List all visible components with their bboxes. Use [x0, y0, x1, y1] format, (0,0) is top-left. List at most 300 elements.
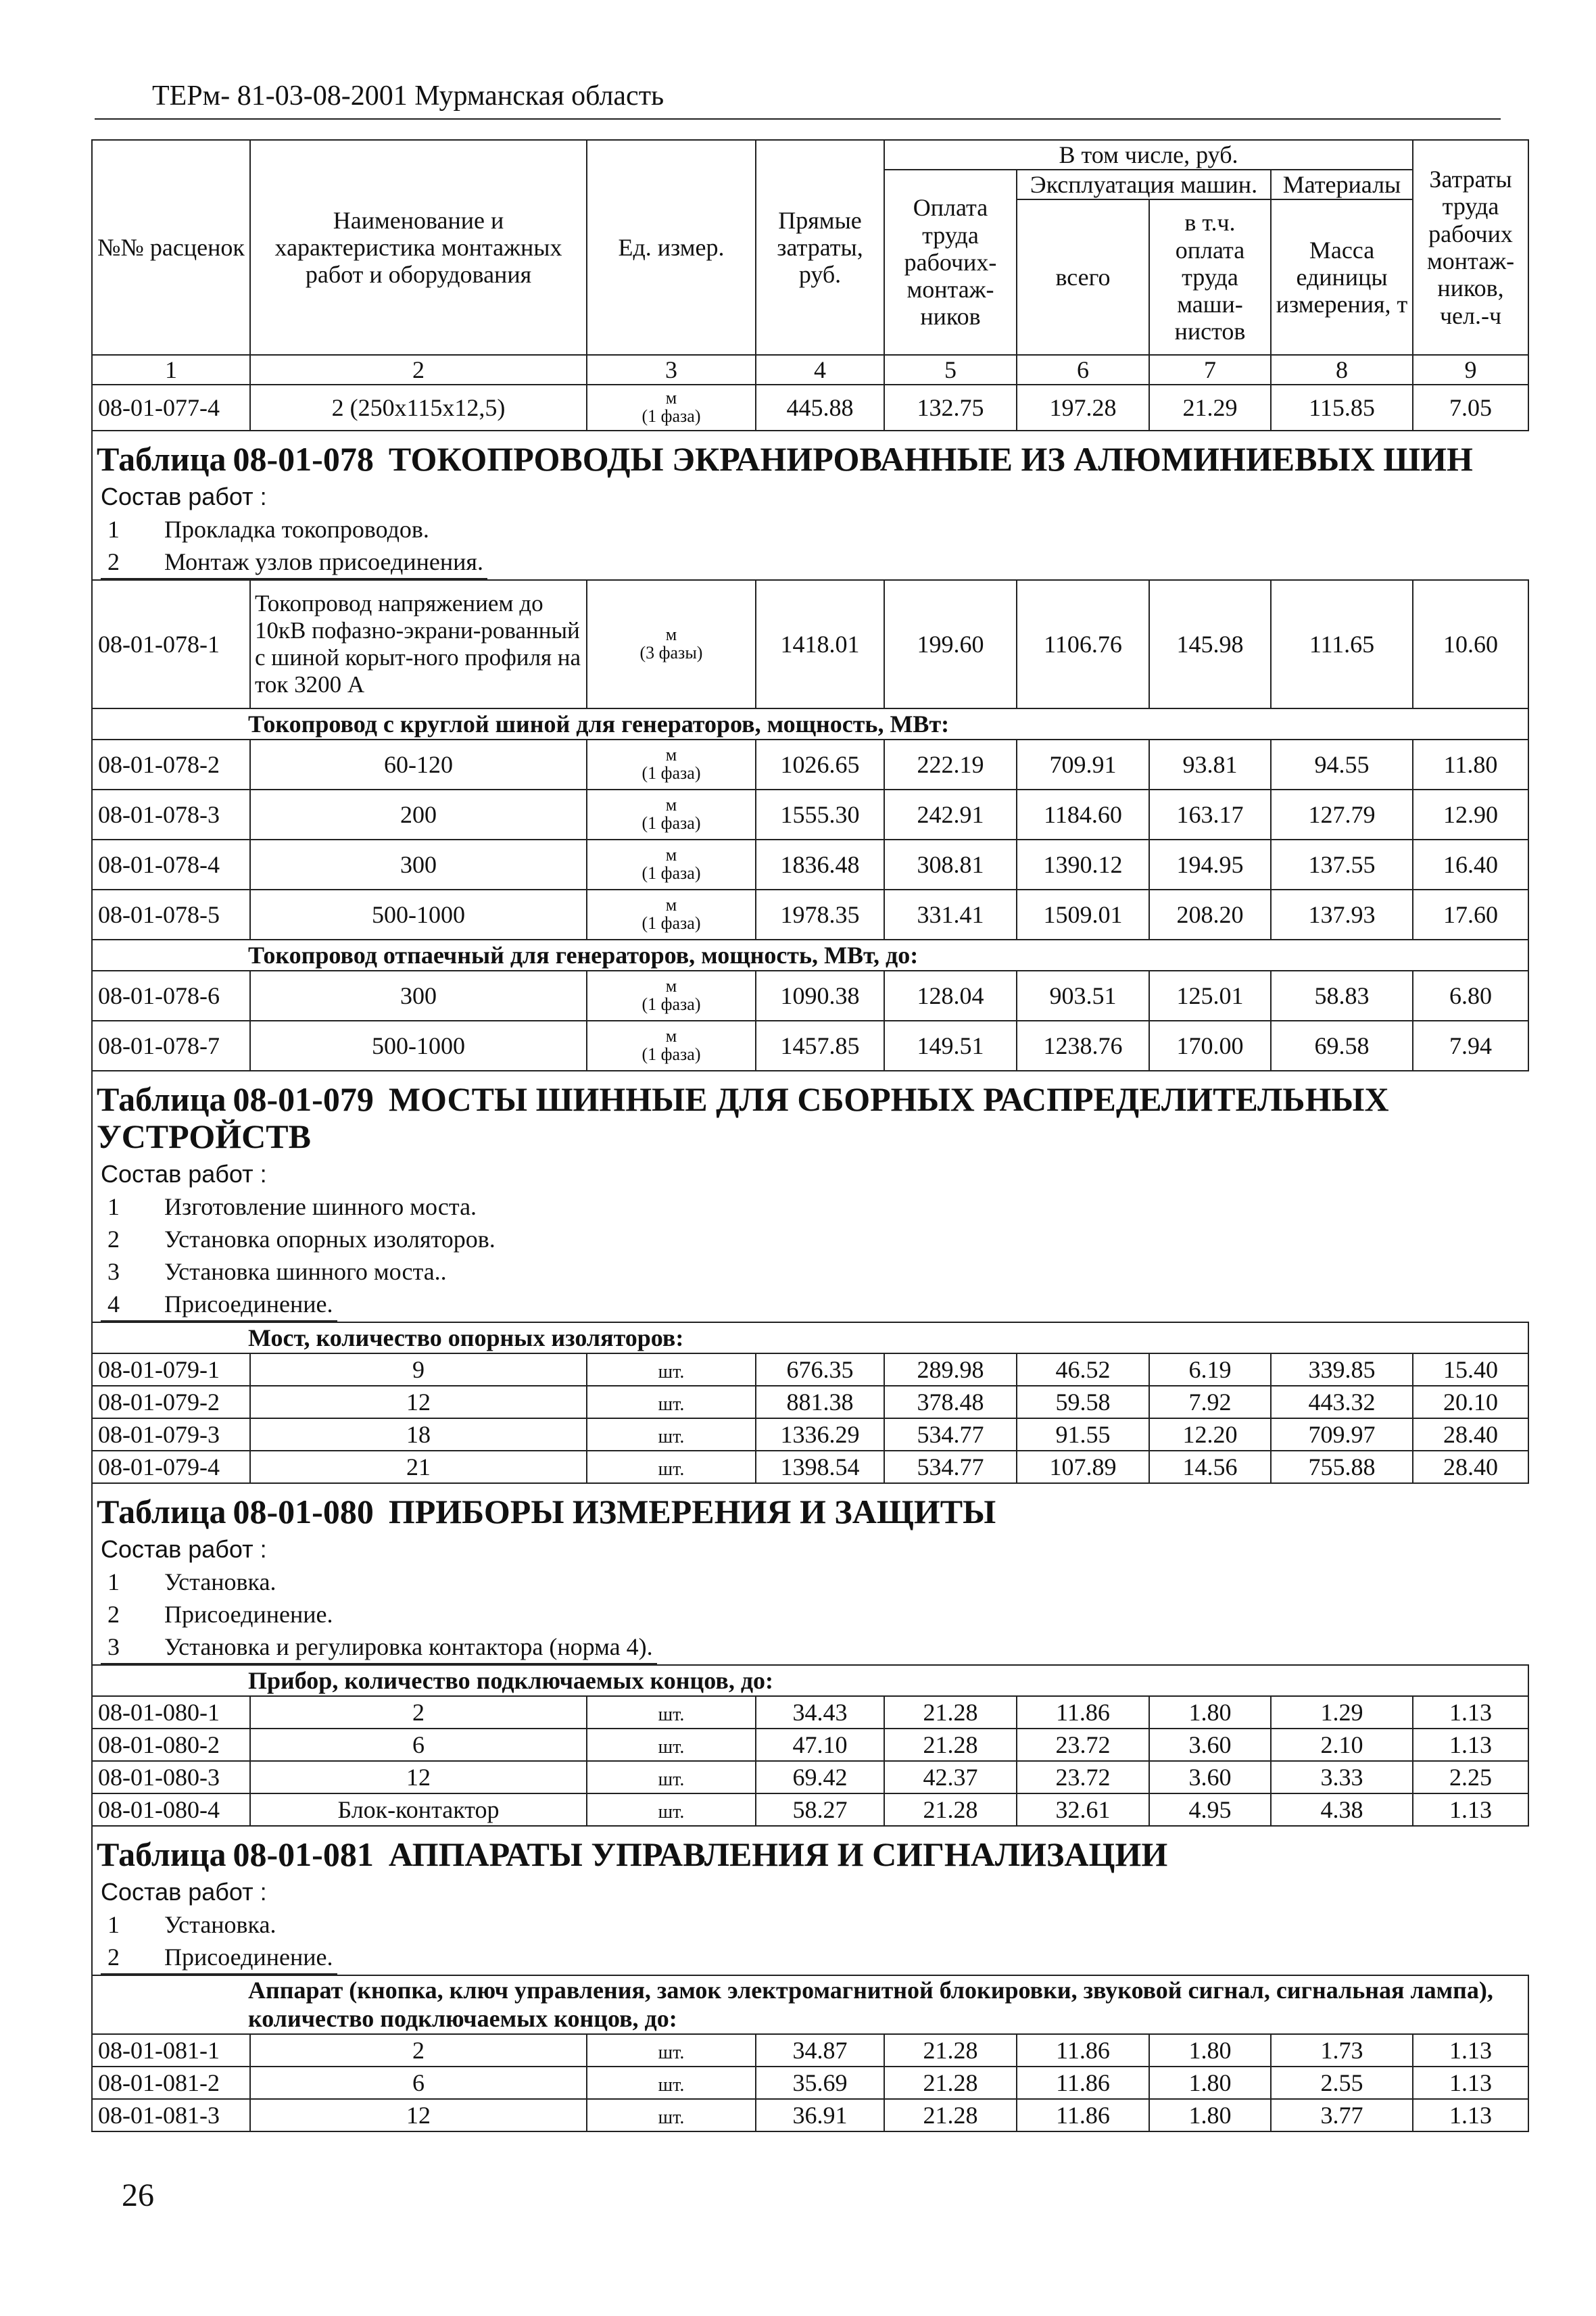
- machines-total: 23.72: [1017, 1729, 1149, 1761]
- materials-mass: 1.73: [1271, 2034, 1413, 2067]
- materials-mass: 443.32: [1271, 1386, 1413, 1418]
- materials-mass: 3.77: [1271, 2099, 1413, 2131]
- unit-cell: [587, 840, 756, 890]
- work-name: 300: [250, 840, 587, 890]
- group-heading: Токопровод отпаечный для генераторов, мощность, МВт, до:: [92, 940, 1528, 971]
- labor-cost: 2.25: [1413, 1761, 1528, 1793]
- table-row: [92, 1729, 1528, 1761]
- machines-total: 903.51: [1017, 971, 1149, 1021]
- machines-pay: 1.80: [1149, 2099, 1271, 2131]
- labor-pay: 128.04: [884, 971, 1017, 1021]
- rate-code: 08-01-080-1: [92, 1696, 250, 1729]
- rate-code: 08-01-080-4: [92, 1793, 250, 1826]
- labor-cost: 7.05: [1413, 385, 1528, 431]
- labor-pay: 534.77: [884, 1451, 1017, 1483]
- direct-cost: 47.10: [756, 1729, 884, 1761]
- column-number-row: [92, 355, 1528, 385]
- col-name-header: Наименование и характеристика монтажных работ и оборудования: [250, 140, 587, 355]
- work-name: 6: [250, 1729, 587, 1761]
- rates-table: [91, 579, 1529, 1071]
- unit-cell: [587, 740, 756, 790]
- work-step-number: 4: [107, 1290, 120, 1318]
- work-step: [101, 546, 487, 579]
- labor-cost: 1.13: [1413, 2034, 1528, 2067]
- unit-text: м: [665, 845, 677, 865]
- unit-text: м: [665, 388, 677, 408]
- machines-total: 1390.12: [1017, 840, 1149, 890]
- labor-cost: 1.13: [1413, 1696, 1528, 1729]
- work-name: 2 (250x115x12,5): [250, 385, 587, 431]
- work-name: 500-1000: [250, 1021, 587, 1071]
- rates-table: [91, 1664, 1529, 1827]
- unit-text: шт.: [658, 2042, 685, 2063]
- machines-total: 197.28: [1017, 385, 1149, 431]
- table-row: [92, 1386, 1528, 1418]
- work-step-number: 1: [107, 1568, 120, 1595]
- col-labor-cost-header: Затраты труда рабочих монтаж-ников, чел.-ч: [1413, 140, 1528, 355]
- machines-pay: 14.56: [1149, 1451, 1271, 1483]
- group-heading: Прибор, количество подключаемых концов, до:: [92, 1665, 1528, 1696]
- materials-mass: 709.97: [1271, 1418, 1413, 1451]
- table-label: Таблица: [97, 440, 226, 478]
- work-composition: [91, 1533, 1528, 1664]
- rate-code: 08-01-079-4: [92, 1451, 250, 1483]
- work-step-number: 3: [107, 1633, 120, 1660]
- table-row: [92, 740, 1528, 790]
- work-composition-label: Состав работ :: [101, 1878, 267, 1906]
- materials-mass: 111.65: [1271, 580, 1413, 708]
- unit-cell: [587, 2099, 756, 2131]
- unit-phase: (1 фаза): [642, 994, 701, 1015]
- unit-cell: [587, 580, 756, 708]
- direct-cost: 1398.54: [756, 1451, 884, 1483]
- col-number: 3: [587, 355, 756, 385]
- col-incl-header: В том числе, руб.: [884, 140, 1413, 170]
- work-step: [101, 1223, 1528, 1255]
- labor-pay: 149.51: [884, 1021, 1017, 1071]
- labor-cost: 15.40: [1413, 1353, 1528, 1386]
- labor-cost: 28.40: [1413, 1451, 1528, 1483]
- unit-text: м: [665, 1026, 677, 1046]
- table-label: Таблица: [97, 1080, 226, 1118]
- work-name: 2: [250, 2034, 587, 2067]
- work-step: [101, 1631, 657, 1664]
- machines-total: 709.91: [1017, 740, 1149, 790]
- machines-total: 32.61: [1017, 1793, 1149, 1826]
- materials-mass: 2.55: [1271, 2067, 1413, 2099]
- col-number: 7: [1149, 355, 1271, 385]
- machines-pay: 21.29: [1149, 385, 1271, 431]
- work-name: 18: [250, 1418, 587, 1451]
- unit-phase: (3 фазы): [639, 643, 703, 663]
- col-number: 2: [250, 355, 587, 385]
- rate-code: 08-01-078-4: [92, 840, 250, 890]
- rate-code: 08-01-077-4: [92, 385, 250, 431]
- rates-table: [91, 1975, 1529, 2132]
- unit-phase: (1 фаза): [642, 913, 701, 934]
- materials-mass: 2.10: [1271, 1729, 1413, 1761]
- unit-text: шт.: [658, 1361, 685, 1382]
- machines-total: 91.55: [1017, 1418, 1149, 1451]
- work-name: 500-1000: [250, 890, 587, 940]
- labor-cost: 20.10: [1413, 1386, 1528, 1418]
- materials-mass: 755.88: [1271, 1451, 1413, 1483]
- work-step-number: 2: [107, 1601, 120, 1628]
- unit-cell: [587, 1793, 756, 1826]
- work-step: [101, 1190, 1528, 1223]
- unit-text: м: [665, 976, 677, 996]
- table-row: [92, 790, 1528, 840]
- direct-cost: 1026.65: [756, 740, 884, 790]
- labor-pay: 21.28: [884, 2067, 1017, 2099]
- group-heading-row: [92, 1322, 1528, 1353]
- direct-cost: 35.69: [756, 2067, 884, 2099]
- work-step-text: Присоединение.: [164, 1944, 333, 1971]
- labor-pay: 331.41: [884, 890, 1017, 940]
- direct-cost: 1090.38: [756, 971, 884, 1021]
- work-step-number: 1: [107, 1193, 120, 1220]
- direct-cost: 1336.29: [756, 1418, 884, 1451]
- work-step-text: Изготовление шинного моста.: [164, 1193, 477, 1220]
- table-number: 08-01-078: [233, 440, 374, 478]
- table-row: [92, 1353, 1528, 1386]
- materials-mass: 69.58: [1271, 1021, 1413, 1071]
- table-number: 08-01-080: [233, 1493, 374, 1530]
- work-composition-label: Состав работ :: [101, 483, 267, 510]
- work-step-number: 3: [107, 1258, 120, 1285]
- labor-pay: 21.28: [884, 1793, 1017, 1826]
- group-heading-row: [92, 708, 1528, 740]
- work-step: [101, 1255, 1528, 1288]
- machines-total: 59.58: [1017, 1386, 1149, 1418]
- labor-cost: 10.60: [1413, 580, 1528, 708]
- work-name: Блок-контактор: [250, 1793, 587, 1826]
- rates-table: [91, 1322, 1529, 1484]
- work-step-text: Установка шинного моста..: [164, 1258, 447, 1285]
- rate-code: 08-01-078-2: [92, 740, 250, 790]
- unit-text: м: [665, 895, 677, 915]
- machines-pay: 6.19: [1149, 1353, 1271, 1386]
- work-step-text: Прокладка токопроводов.: [164, 516, 429, 543]
- work-name: 300: [250, 971, 587, 1021]
- direct-cost: 69.42: [756, 1761, 884, 1793]
- work-step-text: Установка и регулировка контактора (норма 4).: [164, 1633, 653, 1660]
- labor-pay: 222.19: [884, 740, 1017, 790]
- unit-text: м: [665, 745, 677, 765]
- unit-text: м: [665, 795, 677, 815]
- rate-code: 08-01-078-1: [92, 580, 250, 708]
- work-composition: [91, 481, 1528, 579]
- table-row: [92, 2034, 1528, 2067]
- machines-pay: 7.92: [1149, 1386, 1271, 1418]
- work-step-number: 2: [107, 548, 120, 575]
- labor-cost: 1.13: [1413, 1729, 1528, 1761]
- labor-cost: 1.13: [1413, 1793, 1528, 1826]
- col-number: 9: [1413, 355, 1528, 385]
- work-name: 12: [250, 1386, 587, 1418]
- table-title: [91, 1071, 1528, 1158]
- unit-cell: [587, 971, 756, 1021]
- unit-cell: [587, 1761, 756, 1793]
- group-heading: Аппарат (кнопка, ключ управления, замок электромагнитной блокировки, звуковой сигнал, сигнальная лампа), количество подключаемых концов, до:: [92, 1975, 1528, 2034]
- work-step: [101, 1598, 1528, 1631]
- rate-code: 08-01-078-3: [92, 790, 250, 840]
- work-step-text: Присоединение.: [164, 1290, 333, 1318]
- group-heading-row: [92, 1975, 1528, 2034]
- table-row: [92, 2099, 1528, 2131]
- work-step-number: 2: [107, 1226, 120, 1253]
- labor-cost: 28.40: [1413, 1418, 1528, 1451]
- unit-text: шт.: [658, 1801, 685, 1823]
- labor-cost: 1.13: [1413, 2067, 1528, 2099]
- table-label: Таблица: [97, 1835, 226, 1873]
- machines-pay: 1.80: [1149, 1696, 1271, 1729]
- direct-cost: 445.88: [756, 385, 884, 431]
- work-name: 200: [250, 790, 587, 840]
- unit-cell: [587, 2034, 756, 2067]
- table-row: [92, 890, 1528, 940]
- labor-cost: 16.40: [1413, 840, 1528, 890]
- page-number: 26: [122, 2177, 154, 2213]
- materials-mass: 127.79: [1271, 790, 1413, 840]
- unit-text: м: [665, 625, 677, 645]
- table-name: ПРИБОРЫ ИЗМЕРЕНИЯ И ЗАЩИТЫ: [388, 1493, 996, 1530]
- group-heading: Токопровод с круглой шиной для генераторов, мощность, МВт:: [92, 708, 1528, 740]
- labor-pay: 242.91: [884, 790, 1017, 840]
- unit-cell: [587, 1451, 756, 1483]
- rate-code: 08-01-079-1: [92, 1353, 250, 1386]
- table-number: 08-01-081: [233, 1835, 374, 1873]
- col-direct-header: Прямые затраты, руб.: [756, 140, 884, 355]
- table-row: [92, 2067, 1528, 2099]
- labor-cost: 17.60: [1413, 890, 1528, 940]
- unit-phase: (1 фаза): [642, 406, 701, 427]
- machines-total: 11.86: [1017, 2099, 1149, 2131]
- table-name: АППАРАТЫ УПРАВЛЕНИЯ И СИГНАЛИЗАЦИИ: [388, 1835, 1168, 1873]
- machines-pay: 170.00: [1149, 1021, 1271, 1071]
- materials-mass: 4.38: [1271, 1793, 1413, 1826]
- work-composition: [91, 1158, 1528, 1322]
- direct-cost: 1457.85: [756, 1021, 884, 1071]
- machines-total: 1509.01: [1017, 890, 1149, 940]
- unit-cell: [587, 1696, 756, 1729]
- unit-cell: [587, 890, 756, 940]
- direct-cost: 34.43: [756, 1696, 884, 1729]
- direct-cost: 881.38: [756, 1386, 884, 1418]
- rate-code: 08-01-080-3: [92, 1761, 250, 1793]
- materials-mass: 137.55: [1271, 840, 1413, 890]
- work-step-text: Установка.: [164, 1911, 276, 1938]
- work-step: [101, 1941, 337, 1975]
- labor-pay: 199.60: [884, 580, 1017, 708]
- col-machines-header: Эксплуатация машин.: [1017, 170, 1271, 199]
- rate-code: 08-01-079-2: [92, 1386, 250, 1418]
- rate-code: 08-01-079-3: [92, 1418, 250, 1451]
- machines-pay: 3.60: [1149, 1729, 1271, 1761]
- group-heading: Мост, количество опорных изоляторов:: [92, 1322, 1528, 1353]
- unit-phase: (1 фаза): [642, 763, 701, 783]
- direct-cost: 1836.48: [756, 840, 884, 890]
- machines-pay: 145.98: [1149, 580, 1271, 708]
- direct-cost: 58.27: [756, 1793, 884, 1826]
- col-machines-pay-header: в т.ч. оплата труда маши-нистов: [1149, 199, 1271, 355]
- machines-total: 11.86: [1017, 2034, 1149, 2067]
- work-step-text: Установка опорных изоляторов.: [164, 1226, 495, 1253]
- direct-cost: 34.87: [756, 2034, 884, 2067]
- work-composition-label: Состав работ :: [101, 1160, 267, 1188]
- work-name: 12: [250, 2099, 587, 2131]
- col-number: 4: [756, 355, 884, 385]
- materials-mass: 339.85: [1271, 1353, 1413, 1386]
- header-rule: [95, 118, 1501, 120]
- col-number: 5: [884, 355, 1017, 385]
- table-row: [92, 840, 1528, 890]
- work-name: 9: [250, 1353, 587, 1386]
- machines-pay: 1.80: [1149, 2034, 1271, 2067]
- work-name: 2: [250, 1696, 587, 1729]
- rate-code: 08-01-081-1: [92, 2034, 250, 2067]
- machines-total: 1238.76: [1017, 1021, 1149, 1071]
- group-heading-row: [92, 1665, 1528, 1696]
- table-row: [92, 580, 1528, 708]
- unit-text: шт.: [658, 1736, 685, 1758]
- unit-cell: [587, 1021, 756, 1071]
- direct-cost: 1418.01: [756, 580, 884, 708]
- table-row: [92, 1761, 1528, 1793]
- unit-text: шт.: [658, 2106, 685, 2128]
- table-title: [91, 1827, 1528, 1876]
- rate-code: 08-01-078-5: [92, 890, 250, 940]
- unit-text: шт.: [658, 1768, 685, 1790]
- direct-cost: 676.35: [756, 1353, 884, 1386]
- labor-pay: 21.28: [884, 2034, 1017, 2067]
- work-step-number: 2: [107, 1944, 120, 1971]
- machines-total: 46.52: [1017, 1353, 1149, 1386]
- labor-pay: 378.48: [884, 1386, 1017, 1418]
- materials-mass: 1.29: [1271, 1696, 1413, 1729]
- column-header-table: [91, 139, 1529, 431]
- materials-mass: 58.83: [1271, 971, 1413, 1021]
- table-row: [92, 1418, 1528, 1451]
- work-composition: [91, 1876, 1528, 1975]
- machines-total: 11.86: [1017, 2067, 1149, 2099]
- labor-cost: 1.13: [1413, 2099, 1528, 2131]
- work-name: Токопровод напряжением до 10кВ пофазно-экрани-рованный с шиной корыт-ного профиля на ток 3200 А: [250, 580, 587, 708]
- materials-mass: 115.85: [1271, 385, 1413, 431]
- unit-text: шт.: [658, 2074, 685, 2096]
- labor-pay: 42.37: [884, 1761, 1017, 1793]
- table-label: Таблица: [97, 1493, 226, 1530]
- table-title: [91, 431, 1528, 481]
- unit-phase: (1 фаза): [642, 813, 701, 834]
- col-labor-pay-header: Оплата труда рабочих-монтаж-ников: [884, 170, 1017, 355]
- labor-pay: 21.28: [884, 1729, 1017, 1761]
- col-number: 1: [92, 355, 250, 385]
- work-step-text: Монтаж узлов присоединения.: [164, 548, 483, 575]
- labor-cost: 11.80: [1413, 740, 1528, 790]
- rate-code: 08-01-081-3: [92, 2099, 250, 2131]
- table-row: [92, 971, 1528, 1021]
- table-number: 08-01-079: [233, 1080, 374, 1118]
- work-name: 21: [250, 1451, 587, 1483]
- direct-cost: 1555.30: [756, 790, 884, 840]
- machines-total: 11.86: [1017, 1696, 1149, 1729]
- labor-pay: 21.28: [884, 2099, 1017, 2131]
- table-title: [91, 1484, 1528, 1533]
- work-step-text: Присоединение.: [164, 1601, 333, 1628]
- work-step: [101, 513, 1528, 546]
- materials-mass: 3.33: [1271, 1761, 1413, 1793]
- labor-pay: 21.28: [884, 1696, 1017, 1729]
- unit-cell: [587, 790, 756, 840]
- machines-pay: 208.20: [1149, 890, 1271, 940]
- machines-pay: 93.81: [1149, 740, 1271, 790]
- work-step-text: Установка.: [164, 1568, 276, 1595]
- machines-total: 1106.76: [1017, 580, 1149, 708]
- table-name: МОСТЫ ШИННЫЕ ДЛЯ СБОРНЫХ РАСПРЕДЕЛИТЕЛЬНЫХ УСТРОЙСТВ: [97, 1080, 1389, 1155]
- unit-phase: (1 фаза): [642, 863, 701, 884]
- work-step: [101, 1288, 337, 1322]
- col-unit-header: Ед. измер.: [587, 140, 756, 355]
- unit-cell: [587, 1353, 756, 1386]
- unit-phase: (1 фаза): [642, 1044, 701, 1065]
- work-step-number: 1: [107, 516, 120, 543]
- labor-pay: 534.77: [884, 1418, 1017, 1451]
- work-composition-label: Состав работ :: [101, 1535, 267, 1563]
- table-row: [92, 385, 1528, 431]
- unit-text: шт.: [658, 1426, 685, 1447]
- rate-code: 08-01-081-2: [92, 2067, 250, 2099]
- group-heading-row: [92, 940, 1528, 971]
- unit-text: шт.: [658, 1393, 685, 1415]
- machines-pay: 12.20: [1149, 1418, 1271, 1451]
- unit-cell: [587, 385, 756, 431]
- direct-cost: 36.91: [756, 2099, 884, 2131]
- col-code-header: №№ расценок: [92, 140, 250, 355]
- machines-pay: 163.17: [1149, 790, 1271, 840]
- page-header: ТЕРм- 81-03-08-2001 Мурманская область: [152, 80, 664, 112]
- rate-code: 08-01-078-6: [92, 971, 250, 1021]
- work-name: 60-120: [250, 740, 587, 790]
- materials-mass: 94.55: [1271, 740, 1413, 790]
- table-row: [92, 1793, 1528, 1826]
- unit-cell: [587, 1386, 756, 1418]
- col-mass-header: Масса единицы измерения, т: [1271, 199, 1413, 355]
- work-name: 6: [250, 2067, 587, 2099]
- machines-pay: 3.60: [1149, 1761, 1271, 1793]
- machines-pay: 194.95: [1149, 840, 1271, 890]
- col-machines-total-header: всего: [1017, 199, 1149, 355]
- price-list: [91, 139, 1528, 2132]
- labor-pay: 308.81: [884, 840, 1017, 890]
- machines-total: 23.72: [1017, 1761, 1149, 1793]
- unit-text: шт.: [658, 1704, 685, 1725]
- table-row: [92, 1696, 1528, 1729]
- machines-total: 107.89: [1017, 1451, 1149, 1483]
- labor-cost: 12.90: [1413, 790, 1528, 840]
- machines-pay: 1.80: [1149, 2067, 1271, 2099]
- work-name: 12: [250, 1761, 587, 1793]
- rate-code: 08-01-080-2: [92, 1729, 250, 1761]
- unit-cell: [587, 1418, 756, 1451]
- labor-cost: 6.80: [1413, 971, 1528, 1021]
- col-number: 8: [1271, 355, 1413, 385]
- col-number: 6: [1017, 355, 1149, 385]
- rate-code: 08-01-078-7: [92, 1021, 250, 1071]
- work-step-number: 1: [107, 1911, 120, 1938]
- unit-cell: [587, 2067, 756, 2099]
- direct-cost: 1978.35: [756, 890, 884, 940]
